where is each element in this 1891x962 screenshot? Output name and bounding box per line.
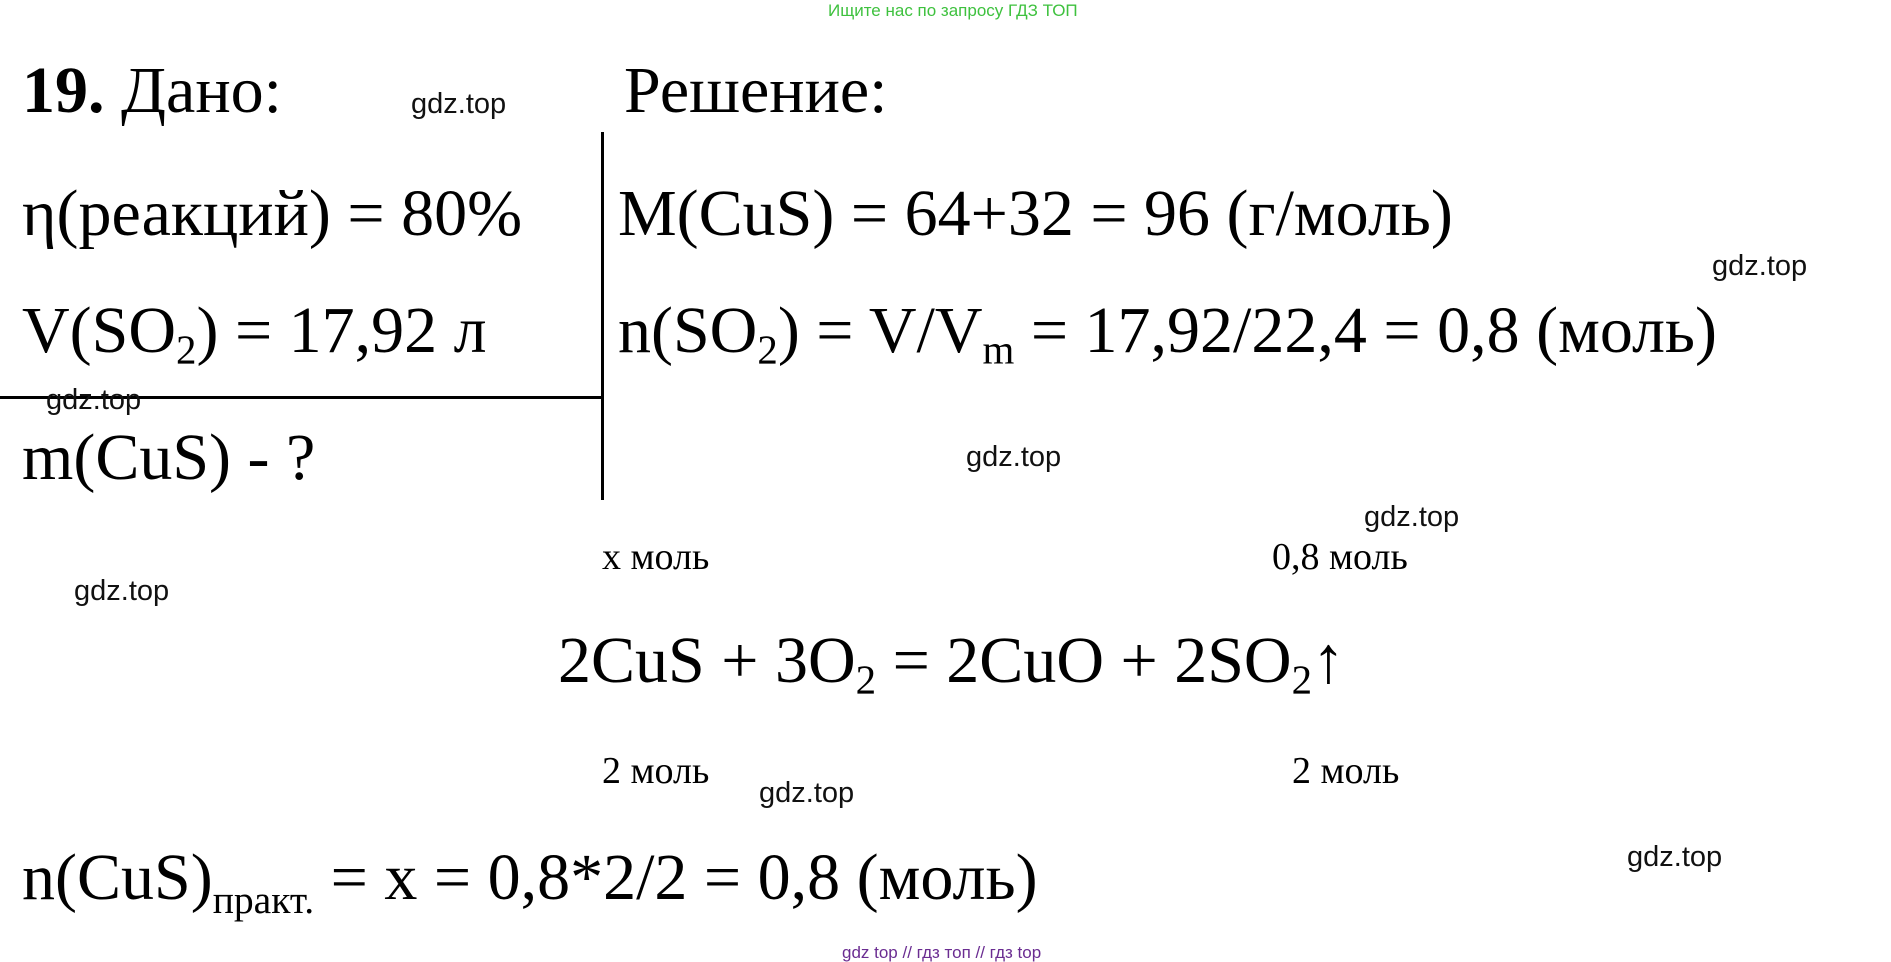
watermark: gdz.top [1712,250,1808,282]
footer-note: gdz top // гдз топ // гдз top [842,943,1042,962]
header-note: Ищите нас по запросу ГДЗ ТОП [828,1,1078,20]
mol-below-right: 2 моль [1292,750,1400,792]
mol-above-right: 0,8 моль [1272,536,1408,578]
mol-below-left: 2 моль [602,750,710,792]
watermark: gdz.top [966,441,1062,473]
watermark: gdz.top [46,384,142,416]
watermark: gdz.top [1364,501,1460,533]
solution-molar-mass: M(CuS) = 64+32 = 96 (г/моль) [618,177,1453,250]
result-line: $n(CuS)_{практ.} = x = 0,8*2/2 = 0,8$ (моль) [22,841,1038,922]
reaction-equation: $2CuS + 3O_2 = 2CuO$ + $2SO_2↑$ [558,624,1346,703]
mol-above-left: x моль [602,536,710,578]
watermark: gdz.top [759,777,855,809]
given-label: Дано: [121,54,282,127]
watermark: gdz.top [411,88,507,120]
given-volume: $V(SO_2) = 17,92$ л [22,294,487,373]
title-row [22,54,282,127]
given-find: m(CuS) - ? [22,421,316,494]
solution-moles-so2: $n(SO_2) = V/V_m = 17,92/22,4 = 0,8$ (моль) [618,294,1717,373]
problem-number: 19. [22,54,105,127]
solution-label: Решение: [624,54,888,127]
given-efficiency: η(реакций) = 80% [22,177,523,250]
watermark: gdz.top [1627,841,1723,873]
vertical-divider [601,132,604,500]
watermark: gdz.top [74,575,170,607]
